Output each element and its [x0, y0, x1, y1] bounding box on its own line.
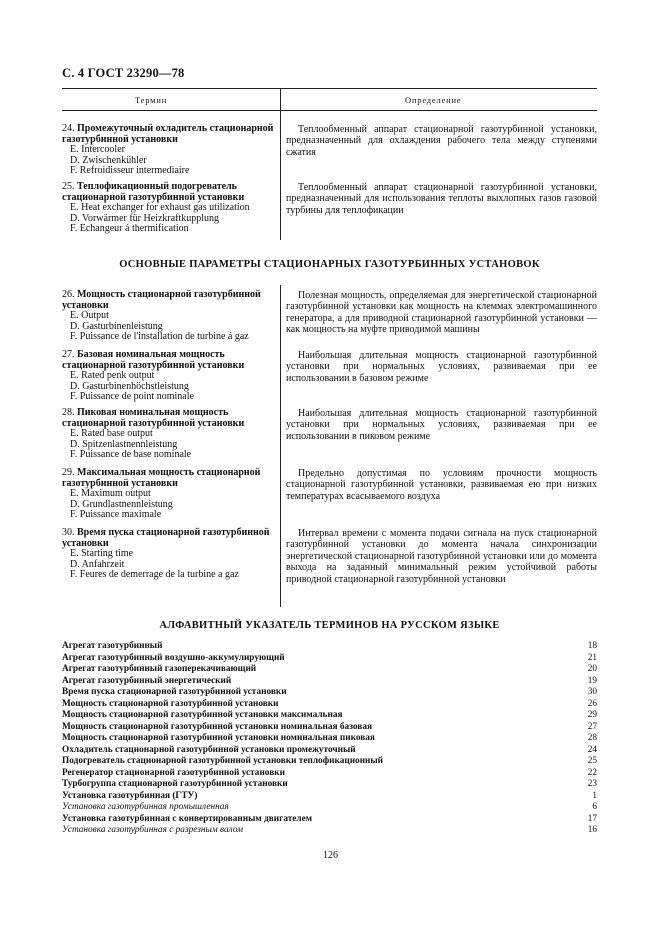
index-row: Агрегат газотурбинный энергетический 19: [62, 675, 597, 686]
term-lang-en: E. Intercooler: [70, 144, 125, 156]
term-lang-de: D. Grundlastnennleistung: [70, 498, 173, 510]
term-entry-26: [62, 290, 274, 343]
term-lang-de: D. Gasturbinenleistung: [70, 320, 163, 332]
term-entry-29: [62, 468, 274, 521]
index-row: Агрегат газотурбинный газоперекачивающий 20: [62, 664, 597, 674]
definition-26: Полезная мощность, определяемая для энергетической стационарной газотурбинной установки как мощность на клеммах электромашинного генератора, а для приводной стационарной газотурбинной установки — как мощность на муфте приводимой машины: [286, 290, 597, 336]
index-row: Агрегат газотурбинный 18: [62, 641, 597, 651]
index-row: Агрегат газотурбинный воздушно-аккумулирующий 21: [62, 652, 597, 663]
term-lang-fr: F. Puissance de point nominale: [70, 391, 194, 403]
column-divider-params: [280, 285, 281, 607]
term-lang-en: E. Starting time: [70, 548, 134, 560]
term-title: 29. Максимальная мощность стационарной газотурбинной установки: [62, 467, 261, 489]
term-entry-25: [62, 182, 274, 235]
term-lang-en: E. Rated base output: [70, 428, 153, 440]
index-row: Установка газотурбинная (ГТУ) 1: [62, 790, 597, 801]
index-row: Мощность стационарной газотурбинной установки номинальная базовая 27: [62, 721, 597, 732]
index-row: Мощность стационарной газотурбинной установки номинальная пиковая 28: [62, 733, 597, 743]
term-lang-fr: F. Refroidisseur intermediaire: [70, 165, 190, 177]
definition-30: Интервал времени с момента подачи сигнала на пуск стационарной газотурбинной установки до момента начала синхронизации энергетической стационарной газотурбинной установки или до момента выхода на заданный минимальный режим устойчивой работы приводной стационарной газотурбинной установки: [286, 528, 597, 585]
term-entry-28: [62, 408, 274, 461]
term-lang-de: D. Anfahrzeit: [70, 558, 125, 570]
index-row: Установка газотурбинная промышленная 6: [62, 802, 597, 812]
term-lang-de: D. Spitzenlastnennleistung: [70, 438, 178, 450]
term-title: 24. Промежуточный охладитель стационарной газотурбинной установки: [62, 123, 274, 145]
index-row: Мощность стационарной газотурбинной установки 26: [62, 698, 597, 709]
term-lang-de: D. Vorwärmer für Heizkraftkupplung: [70, 212, 220, 224]
term-lang-de: D. Gasturbinenhöchstleistung: [70, 380, 189, 392]
index-row: Турбогруппа стационарной газотурбинной установки 23: [62, 779, 597, 789]
table-header-rule: [62, 110, 597, 111]
term-title: 26. Мощность стационарной газотурбинной установки: [62, 289, 261, 311]
term-entry-27: [62, 350, 274, 403]
definition-28: Наибольшая длительная мощность стационарной газотурбинной установки при нормальных условиях, развиваемая при ее использовании в пиковом режиме: [286, 408, 597, 442]
index-row: Установка газотурбинная с разрезным валом 16: [62, 825, 597, 835]
table-top-rule: [62, 88, 597, 89]
definition-27: Наибольшая длительная мощность стационарной газотурбинной установки при нормальных условиях, развиваемая при ее использовании в базовом режиме: [286, 350, 597, 384]
definition-24: Теплообменный аппарат стационарной газотурбинной установки, предназначенный для охлаждения рабочего тела между ступенями сжатия: [286, 124, 597, 158]
page-header: С. 4 ГОСТ 23290—78: [62, 66, 185, 80]
term-lang-en: E. Heat exchanger for exhaust gas utilization: [70, 202, 250, 214]
term-lang-en: E. Maximum output: [70, 488, 151, 500]
term-lang-de: D. Zwischenkühler: [70, 154, 147, 166]
term-lang-fr: F. Feures de demerrage de la turbine a gaz: [70, 569, 239, 581]
definition-29: Предельно допустимая по условиям прочности мощность стационарной газотурбинной установки, развиваемая ею при низких температурах всасываемого воздуха: [286, 468, 597, 502]
section-title-index: АЛФАВИТНЫЙ УКАЗАТЕЛЬ ТЕРМИНОВ НА РУССКОМ ЯЗЫКЕ: [159, 620, 500, 631]
term-title: 27. Базовая номинальная мощность стационарной газотурбинной установки: [62, 349, 245, 371]
page-number: 126: [323, 850, 338, 861]
column-header-definition: Определение: [405, 95, 462, 105]
term-entry-30: [62, 528, 274, 581]
term-lang-en: E. Rated penk output: [70, 370, 155, 382]
term-entry-24: [62, 124, 274, 177]
term-lang-fr: F. Puissance maximale: [70, 509, 162, 521]
index-row: Регенератор стационарной газотурбинной установки 22: [62, 767, 597, 778]
term-lang-fr: F. Puissance de l'installation de turbine á gaz: [70, 331, 249, 343]
index-row: Мощность стационарной газотурбинной установки максимальная 29: [62, 710, 597, 720]
index-row: Установка газотурбинная с конвертированным двигателем 17: [62, 813, 597, 824]
term-lang-fr: F. Echangeur á thermification: [70, 223, 189, 235]
index-row: Охладитель стационарной газотурбинной установки промежуточный 24: [62, 744, 597, 755]
term-title: 25. Теплофикационный подогреватель стационарной газотурбинной установки: [62, 181, 245, 203]
section-title-parameters: ОСНОВНЫЕ ПАРАМЕТРЫ СТАЦИОНАРНЫХ ГАЗОТУРБИННЫХ УСТАНОВОК: [119, 259, 540, 270]
column-header-term: Термин: [135, 95, 168, 105]
term-title: 30. Время пуска стационарной газотурбинной установки: [62, 527, 270, 549]
definition-25: Теплообменный аппарат стационарной газотурбинной установки, предназначенный для использования теплоты выхлопных газов газовой турбины для теплофикации: [286, 182, 597, 216]
index-row: Подогреватель стационарной газотурбинной установки теплофикационный 25: [62, 756, 597, 766]
column-divider-top: [280, 88, 281, 240]
term-lang-en: E. Output: [70, 310, 109, 322]
index-row: Время пуска стационарной газотурбинной установки 30: [62, 687, 597, 697]
term-title: 28. Пиковая номинальная мощность стационарной газотурбинной установки: [62, 407, 245, 429]
term-lang-fr: F. Puissance de base nominale: [70, 449, 192, 461]
